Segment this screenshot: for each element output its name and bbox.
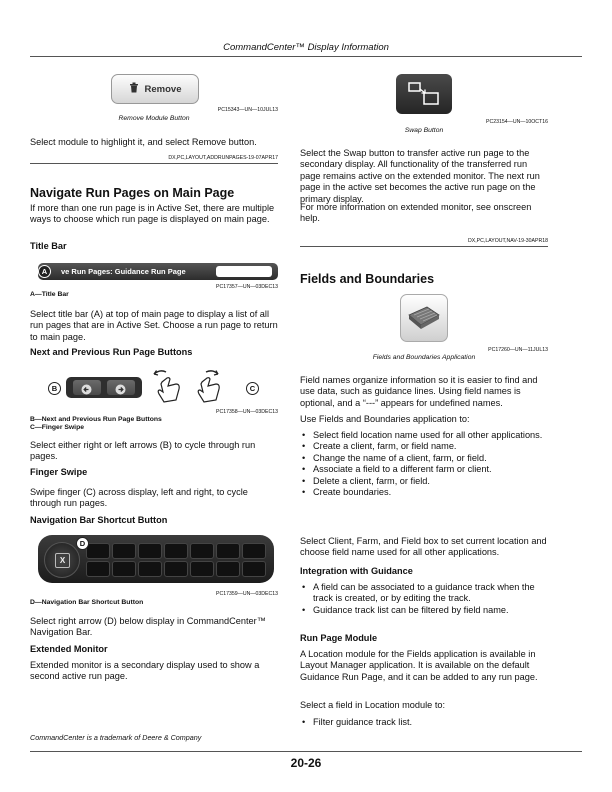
figure-caption: Swap Button: [404, 127, 444, 134]
title-bar-text: ve Run Pages: Guidance Run Page: [61, 267, 186, 276]
integration-list: [300, 582, 548, 616]
figure-legend-a: A—Title Bar: [30, 291, 69, 298]
figure-id: PC17260—UN—11JUL13: [488, 347, 548, 353]
nav-slot: [112, 543, 136, 559]
location-list: [300, 717, 548, 728]
callout-badge-d: D: [76, 537, 89, 550]
nav-slot: [190, 543, 214, 559]
run-page-module-heading: Run Page Module: [300, 633, 378, 643]
reference-code: DX,PC,LAYOUT,ADDRUNPAGES-19-07APR17: [168, 155, 278, 161]
next-prev-heading: Next and Previous Run Page Buttons: [30, 347, 193, 357]
nav-slot: [242, 561, 266, 577]
figure-id: PC15343—UN—10JUL13: [217, 107, 278, 113]
fields-use-list: [300, 430, 548, 498]
figure-caption: Fields and Boundaries Application: [372, 354, 476, 361]
nav-slot: [190, 561, 214, 577]
nav-bar-instructions: Select right arrow (D) below display in CommandCenter™ Navigation Bar.: [30, 616, 266, 638]
page-header-title: CommandCenter™ Display Information: [223, 42, 389, 53]
list-item: • Associate a field to a different farm or client.: [300, 464, 548, 475]
right-arrow-button: [107, 380, 135, 395]
field-icon: [407, 305, 441, 336]
extended-monitor-heading: Extended Monitor: [30, 644, 108, 654]
list-item: • Filter guidance track list.: [300, 717, 548, 728]
swap-button-illustration: [396, 74, 452, 114]
extended-monitor-text: Extended monitor is a secondary display used to show a second active run page.: [30, 660, 260, 682]
page-number: 20-26: [290, 756, 322, 770]
integration-heading: Integration with Guidance: [300, 566, 413, 576]
figure-legend-c: C—Finger Swipe: [30, 424, 85, 431]
callout-badge-b: B: [48, 382, 61, 395]
list-item: • A field can be associated to a guidance track when the track is created, or by editing the track.: [300, 582, 548, 605]
figure-id: PC17359—UN—03DEC13: [216, 591, 278, 597]
section-heading-navigate: Navigate Run Pages on Main Page: [30, 186, 235, 200]
trash-icon: [129, 82, 139, 96]
title-bar-field: [216, 266, 272, 277]
figure-id: PC17357—UN—03DEC13: [216, 284, 278, 290]
arrow-buttons-panel: [66, 377, 142, 398]
nav-slot: [164, 543, 188, 559]
swap-icon: [408, 82, 440, 111]
nav-bar-x-button: X: [55, 553, 70, 568]
select-cff-text: Select Client, Farm, and Field box to set current location and choose field name used for all other applications.: [300, 536, 547, 558]
figure-caption: Remove Module Button: [118, 115, 190, 122]
title-bar-heading: Title Bar: [30, 241, 67, 251]
navigation-bar-illustration: [38, 535, 274, 583]
fields-use-intro: Use Fields and Boundaries application to:: [300, 414, 470, 424]
section-rule: [30, 163, 278, 164]
finger-swipe-instructions: Swipe finger (C) across display, left and right, to cycle through run pages.: [30, 487, 248, 509]
figure-legend-d: D—Navigation Bar Shortcut Button: [30, 599, 144, 606]
remove-instructions: Select module to highlight it, and select Remove button.: [30, 137, 257, 147]
remove-button-label: Remove: [144, 83, 182, 95]
list-item: • Delete a client, farm, or field.: [300, 476, 548, 487]
nav-slot: [86, 561, 110, 577]
run-page-module-text: A Location module for the Fields application is available in Layout Manager application. It is available on the default Guidance Run Page, and it can be added to any run page.: [300, 649, 538, 682]
finger-swipe-right-icon: [190, 368, 230, 411]
list-item: • Select field location name used for all other applications.: [300, 430, 548, 441]
callout-badge-a: A: [38, 265, 51, 278]
header-rule: [30, 56, 582, 57]
nav-slot: [164, 561, 188, 577]
navigate-intro: If more than one run page is in Active Set, there are multiple ways to choose which run page is displayed on main page.: [30, 203, 275, 225]
finger-swipe-heading: Finger Swipe: [30, 467, 88, 477]
nav-slot: [138, 543, 162, 559]
list-item: • Change the name of a client, farm, or field.: [300, 453, 548, 464]
list-item: • Guidance track list can be filtered by field name.: [300, 605, 548, 616]
remove-button-illustration: [111, 74, 199, 104]
callout-badge-c: C: [246, 382, 259, 395]
arrow-right-icon: [115, 382, 126, 400]
location-module-text: Select a field in Location module to:: [300, 700, 446, 710]
swap-instructions: Select the Swap button to transfer active run page to the secondary display. All functionality of the transferred run page remains active on the extended monitor. The next run page in the active set becomes the active run page on the primary display.: [300, 148, 540, 204]
section-rule: [300, 246, 548, 247]
nav-slot: [138, 561, 162, 577]
swap-more-info: For more information on extended monitor, see onscreen help.: [300, 202, 532, 224]
footer-rule: [30, 751, 582, 752]
title-bar-instructions: Select title bar (A) at top of main page to display a list of all run pages that are in Active Set. Choose a run page to return to main page.: [30, 309, 278, 342]
fields-app-illustration: [400, 294, 448, 342]
finger-swipe-left-icon: [148, 368, 188, 411]
list-item: • Create boundaries.: [300, 487, 548, 498]
arrow-left-icon: [81, 382, 92, 400]
next-prev-instructions: Select either right or left arrows (B) to cycle through run pages.: [30, 440, 256, 462]
nav-bar-knob: [44, 542, 80, 578]
nav-slot: [242, 543, 266, 559]
figure-id: PC17358—UN—03DEC13: [216, 409, 278, 415]
figure-legend-b: B—Next and Previous Run Page Buttons: [30, 416, 162, 423]
nav-slot: [112, 561, 136, 577]
fields-intro: Field names organize information so it is easier to find and use data, such as guidance lines. Using field names is optional, and a “---” appears for undefined names.: [300, 375, 538, 408]
section-heading-fields: Fields and Boundaries: [300, 272, 435, 286]
nav-slot: [216, 561, 240, 577]
nav-bar-heading: Navigation Bar Shortcut Button: [30, 515, 168, 525]
title-bar-illustration: [38, 263, 278, 280]
left-arrow-button: [73, 380, 101, 395]
reference-code: DX,PC,LAYOUT,NAV-19-30APR18: [468, 238, 548, 244]
nav-slot: [86, 543, 110, 559]
figure-id: PC23154—UN—10OCT16: [486, 119, 548, 125]
list-item: • Create a client, farm, or field name.: [300, 441, 548, 452]
trademark-note: CommandCenter is a trademark of Deere & Company: [30, 733, 202, 742]
nav-slot: [216, 543, 240, 559]
